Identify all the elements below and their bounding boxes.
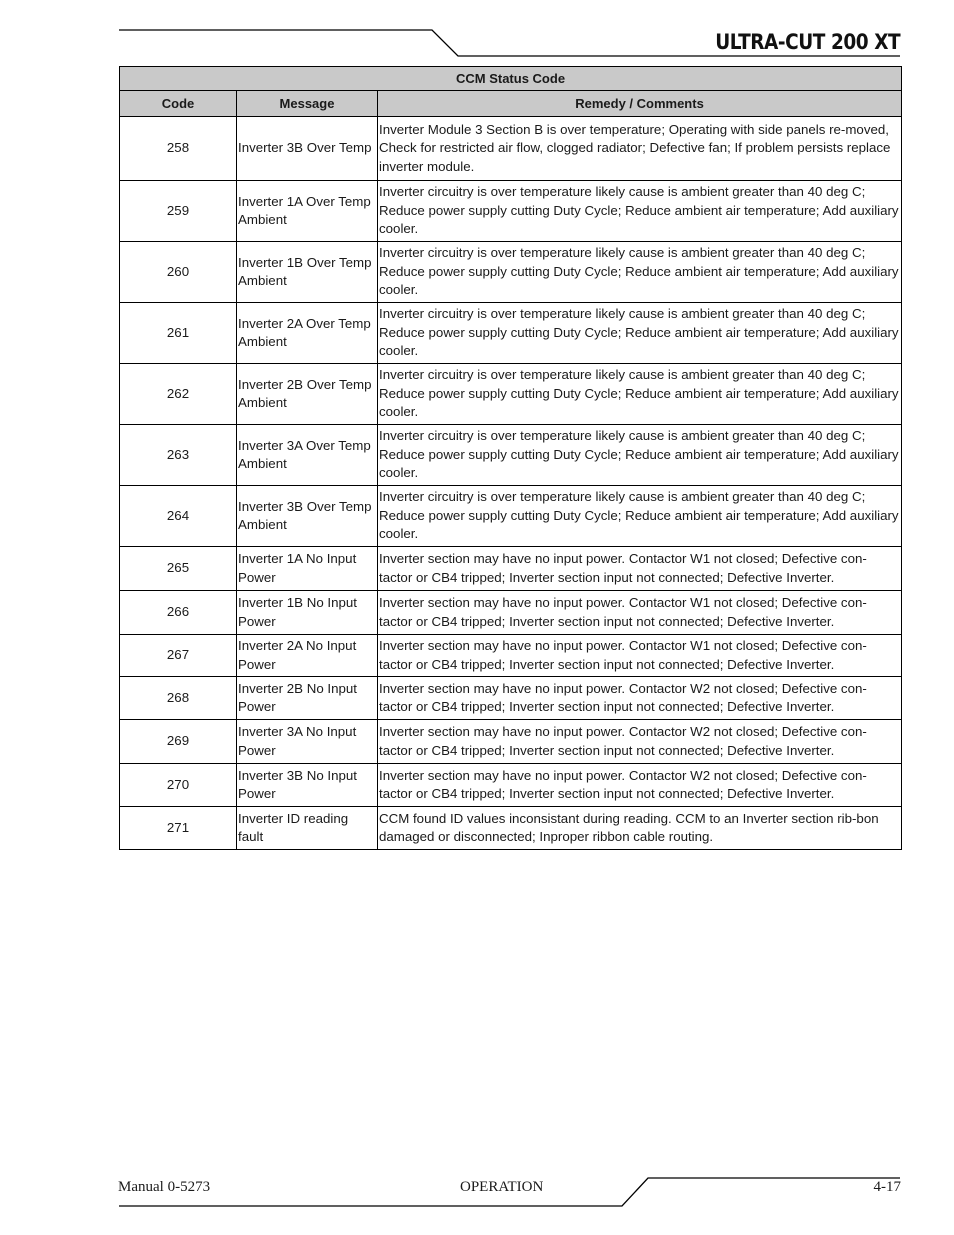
row-remedy: Inverter circuitry is over temperature likely cause is ambient greater than 40 deg C; Reduce power supply cutting Duty Cycle; Reduce ambient air temperature; Add auxiliary cooler. [378, 303, 902, 364]
row-message: Inverter 3A Over Temp Ambient [237, 425, 378, 486]
row-remedy: Inverter circuitry is over temperature likely cause is ambient greater than 40 deg C; Reduce power supply cutting Duty Cycle; Reduce ambient air temperature; Add auxiliary cooler. [378, 425, 902, 486]
row-message: Inverter 2B Over Temp Ambient [237, 364, 378, 425]
row-code: 267 [120, 635, 237, 677]
row-remedy: Inverter circuitry is over temperature likely cause is ambient greater than 40 deg C; Reduce power supply cutting Duty Cycle; Reduce ambient air temperature; Add auxiliary cooler. [378, 242, 902, 303]
row-remedy: Inverter section may have no input power. Contactor W2 not closed; Defective con-tactor or CB4 tripped; Inverter section input not connected; Defective Inverter. [378, 677, 902, 720]
row-code: 269 [120, 720, 237, 764]
manual-number: Manual 0-5273 [118, 1179, 211, 1195]
column-header-code: Code [120, 91, 237, 117]
row-message: Inverter 3B Over Temp [237, 117, 378, 181]
row-code: 258 [120, 117, 237, 181]
section-name: OPERATION [460, 1179, 544, 1195]
row-remedy: Inverter section may have no input power. Contactor W1 not closed; Defective con-tactor or CB4 tripped; Inverter section input not connected; Defective Inverter. [378, 591, 902, 635]
row-remedy: Inverter section may have no input power. Contactor W1 not closed; Defective con-tactor or CB4 tripped; Inverter section input not connected; Defective Inverter. [378, 635, 902, 677]
row-message: Inverter ID reading fault [237, 807, 378, 850]
row-remedy: Inverter section may have no input power. Contactor W2 not closed; Defective con-tactor or CB4 tripped; Inverter section input not connected; Defective Inverter. [378, 764, 902, 807]
row-message: Inverter 3B No Input Power [237, 764, 378, 807]
row-message: Inverter 1B Over Temp Ambient [237, 242, 378, 303]
document-title: ULTRA-CUT 200 XT [715, 30, 900, 54]
row-code: 270 [120, 764, 237, 807]
table-row [120, 677, 902, 720]
table-caption: CCM Status Code [120, 67, 902, 91]
ccm-status-table [119, 66, 902, 850]
row-code: 261 [120, 303, 237, 364]
table-row [120, 807, 902, 850]
table-row [120, 242, 902, 303]
table-row [120, 547, 902, 591]
row-code: 262 [120, 364, 237, 425]
table-row [120, 117, 902, 181]
table-row [120, 425, 902, 486]
row-remedy: CCM found ID values inconsistant during reading. CCM to an Inverter section rib-bon damaged or disconnected; Inproper ribbon cable routing. [378, 807, 902, 850]
row-remedy: Inverter section may have no input power. Contactor W1 not closed; Defective con-tactor or CB4 tripped; Inverter section input not connected; Defective Inverter. [378, 547, 902, 591]
table-row [120, 591, 902, 635]
row-code: 271 [120, 807, 237, 850]
row-remedy: Inverter circuitry is over temperature likely cause is ambient greater than 40 deg C; Reduce power supply cutting Duty Cycle; Reduce ambient air temperature; Add auxiliary cooler. [378, 364, 902, 425]
row-code: 265 [120, 547, 237, 591]
row-code: 263 [120, 425, 237, 486]
row-message: Inverter 3A No Input Power [237, 720, 378, 764]
row-remedy: Inverter Module 3 Section B is over temperature; Operating with side panels re-moved, Check for restricted air flow, clogged radiator; Defective fan; If problem persists replace inverter module. [378, 117, 902, 181]
row-code: 266 [120, 591, 237, 635]
table-row [120, 303, 902, 364]
table-row [120, 364, 902, 425]
row-code: 259 [120, 181, 237, 242]
table-row [120, 720, 902, 764]
row-message: Inverter 2A No Input Power [237, 635, 378, 677]
column-header-remedy: Remedy / Comments [378, 91, 902, 117]
row-code: 260 [120, 242, 237, 303]
column-header-message: Message [237, 91, 378, 117]
row-message: Inverter 2B No Input Power [237, 677, 378, 720]
row-message: Inverter 3B Over Temp Ambient [237, 486, 378, 547]
page-number: 4-17 [873, 1179, 901, 1195]
row-remedy: Inverter section may have no input power. Contactor W2 not closed; Defective con-tactor or CB4 tripped; Inverter section input not connected; Defective Inverter. [378, 720, 902, 764]
row-message: Inverter 1B No Input Power [237, 591, 378, 635]
table-row [120, 486, 902, 547]
table-row [120, 635, 902, 677]
row-message: Inverter 1A No Input Power [237, 547, 378, 591]
table-row [120, 764, 902, 807]
row-message: Inverter 1A Over Temp Ambient [237, 181, 378, 242]
table-row [120, 181, 902, 242]
row-remedy: Inverter circuitry is over temperature likely cause is ambient greater than 40 deg C; Reduce power supply cutting Duty Cycle; Reduce ambient air temperature; Add auxiliary cooler. [378, 181, 902, 242]
row-code: 268 [120, 677, 237, 720]
row-remedy: Inverter circuitry is over temperature likely cause is ambient greater than 40 deg C; Reduce power supply cutting Duty Cycle; Reduce ambient air temperature; Add auxiliary cooler. [378, 486, 902, 547]
row-message: Inverter 2A Over Temp Ambient [237, 303, 378, 364]
row-code: 264 [120, 486, 237, 547]
